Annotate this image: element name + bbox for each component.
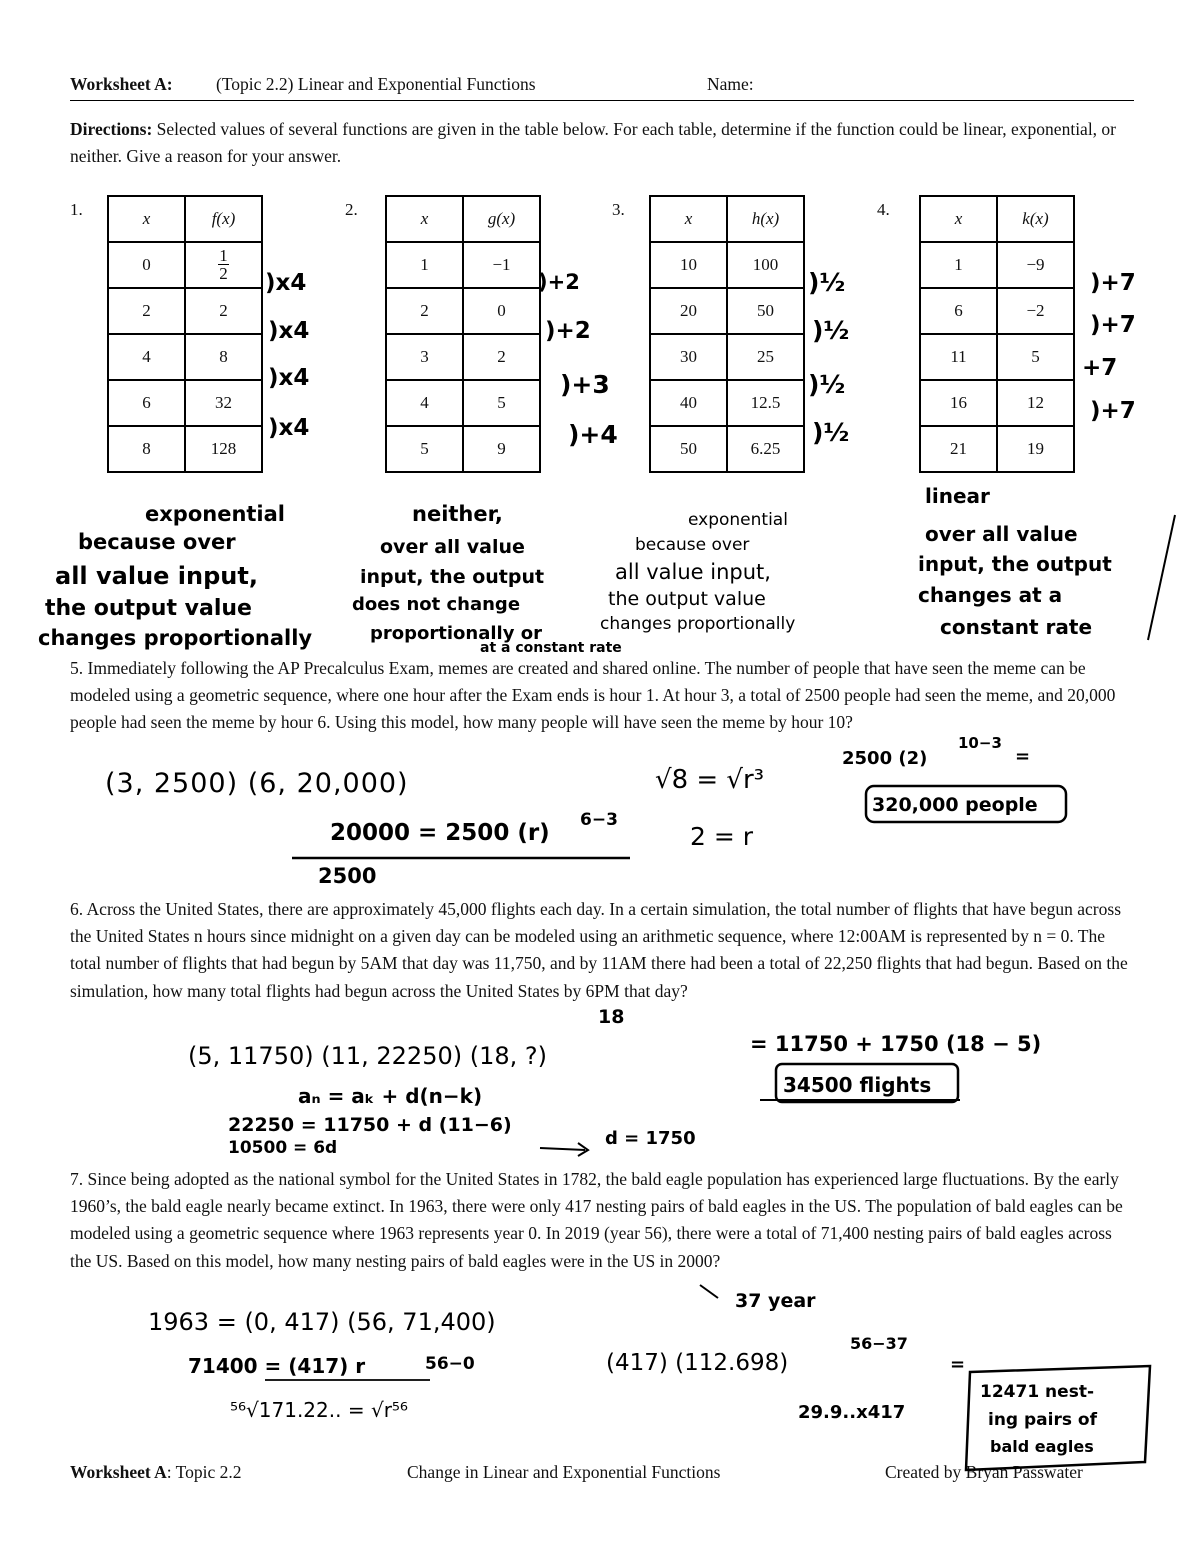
note-t4-3: )+7: [1090, 398, 1136, 424]
worksheet-header: [70, 74, 1134, 101]
directions: [70, 116, 1140, 170]
note-t3-2: )½: [808, 370, 846, 399]
p5-denominator: 2500: [318, 864, 377, 888]
p7-year-37: 37 year: [735, 1290, 816, 1312]
table-row: 0 $\frac{1}{2}$: [108, 242, 262, 288]
p5-r-value: 2 = r: [690, 822, 754, 851]
question-number-3: 3.: [612, 200, 625, 219]
p5-eqsign: =: [1015, 746, 1031, 767]
p6-substitution-2: 10500 = 6d: [228, 1138, 338, 1158]
answer-t3-2: all value input,: [615, 560, 771, 584]
table-row: 2 0: [386, 288, 540, 334]
function-table-2: [385, 195, 541, 473]
footer-topic: : Topic 2.2: [166, 1462, 242, 1482]
answer-t2-0: neither,: [412, 502, 503, 526]
p7-multiply: 29.9..x417: [798, 1402, 906, 1423]
answer-t3-3: the output value: [608, 588, 766, 610]
p6-points: (5, 11750) (11, 22250) (18, ?): [188, 1042, 547, 1070]
table-row: 10 100: [650, 242, 804, 288]
h-header: h(x): [727, 196, 804, 242]
p6-hour-18: 18: [598, 1006, 625, 1028]
table-row: 50 6.25: [650, 426, 804, 472]
table-row: 8 128: [108, 426, 262, 472]
note-t4-2: +7: [1082, 355, 1118, 381]
answer-t3-1: because over: [635, 535, 750, 555]
table-row: 2 2: [108, 288, 262, 334]
table-row: 1 −9: [920, 242, 1074, 288]
k-header: k(x): [997, 196, 1074, 242]
f-header: f(x): [185, 196, 262, 242]
question-number-2: 2.: [345, 200, 358, 219]
table-row: 4 5: [386, 380, 540, 426]
p5-calc: 2500 (2): [842, 748, 928, 769]
p5-equation: 20000 = 2500 (r): [330, 820, 550, 846]
function-table-3: [649, 195, 805, 473]
p5-calc-exp: 10−3: [958, 734, 1002, 752]
question-number-4: 4.: [877, 200, 890, 219]
function-table-1: [107, 195, 263, 473]
p6-calc: = 11750 + 1750 (18 − 5): [750, 1032, 1042, 1056]
footer-worksheet: Worksheet A: [70, 1462, 167, 1482]
p7-exponent: 56−0: [425, 1354, 475, 1374]
p5-exponent: 6−3: [580, 810, 618, 830]
note-t2-2: )+3: [560, 370, 610, 399]
note-t3-0: )½: [808, 268, 846, 297]
table-row: 30 25: [650, 334, 804, 380]
worksheet-topic: (Topic 2.2) Linear and Exponential Functions: [216, 74, 536, 94]
problem-6: 6. Across the United States, there are approximately 45,000 flights each day. In a certain simulation, the total number of flights that have begun across the United States n hours since midnight on a given day can be modeled using an arithmetic sequence, where 12:00AM is represented by n = 0. The total number of flights that had begun by 5AM that day was 11,750, and by 11AM there had been a total of 22,250 flights that had begun. Based on the simulation, how many total flights had begun across the United States by 6PM that day?: [70, 899, 1128, 1001]
answer-t4-2: input, the output: [918, 552, 1112, 576]
table-row: 6 −2: [920, 288, 1074, 334]
table-row: 20 50: [650, 288, 804, 334]
p7-answer-line-2: ing pairs of: [988, 1410, 1097, 1430]
note-t1-0: )x4: [265, 270, 307, 296]
answer-t2-5: at a constant rate: [480, 640, 622, 656]
footer-credit: Created by Bryan Passwater: [885, 1462, 1083, 1482]
table-row: 3 2: [386, 334, 540, 380]
name-label: Name:: [707, 74, 754, 94]
p7-eqsign: =: [950, 1354, 966, 1375]
table-row: 40 12.5: [650, 380, 804, 426]
g-header: g(x): [463, 196, 540, 242]
p5-root: √8 = √r³: [655, 765, 765, 795]
directions-text: Selected values of several functions are given in the table below. For each table, determine if the function could be linear, exponential, or neither. Give a reason for your answer.: [70, 119, 1117, 166]
p7-root: ⁵⁶√171.22.. = √r⁵⁶: [230, 1398, 408, 1422]
note-t3-3: )½: [812, 418, 850, 447]
answer-t2-3: does not change: [352, 594, 521, 615]
answer-t1-0: exponential: [145, 502, 285, 526]
answer-t3-0: exponential: [688, 510, 788, 530]
note-t2-3: )+4: [568, 420, 618, 449]
answer-t2-4: proportionally or: [370, 623, 542, 644]
answer-t4-4: constant rate: [940, 615, 1093, 639]
p7-calc: (417) (112.698): [606, 1350, 789, 1376]
footer-title: Change in Linear and Exponential Functions: [407, 1462, 721, 1482]
note-t2-0: )+2: [538, 270, 580, 294]
question-number-1: 1.: [70, 200, 83, 219]
p7-calc-exp: 56−37: [850, 1334, 908, 1353]
fraction-one-half: $\frac{1}{2}$: [219, 245, 228, 283]
answer-t1-3: the output value: [45, 596, 252, 621]
p6-d-value: d = 1750: [605, 1128, 696, 1149]
note-t1-1: )x4: [268, 318, 310, 344]
p7-equation: 71400 = (417) r: [188, 1354, 366, 1378]
note-t1-2: )x4: [268, 365, 310, 391]
note-t4-0: )+7: [1090, 270, 1136, 296]
answer-t2-1: over all value: [380, 536, 525, 558]
note-t1-3: )x4: [268, 415, 310, 441]
footer: [70, 1462, 1134, 1484]
function-table-4: [919, 195, 1075, 473]
answer-t1-4: changes proportionally: [38, 626, 313, 650]
x-header: x: [108, 196, 185, 242]
p6-substitution: 22250 = 11750 + d (11−6): [228, 1114, 512, 1136]
table-row: 1 −1: [386, 242, 540, 288]
answer-t1-1: because over: [78, 530, 236, 554]
problem-7: 7. Since being adopted as the national symbol for the United States in 1782, the bald eagle population has experienced large fluctuations. By the early 1960’s, the bald eagle nearly became extinct. In 1963, there were only 417 nesting pairs of bald eagles in the US. The population of bald eagles can be modeled using a geometric sequence where 1963 represents year 0. In 2019 (year 56), there were a total of 71,400 nesting pairs of bald eagles across the US. Based on this model, how many nesting pairs of bald eagles were in the US in 2000?: [70, 1169, 1123, 1271]
note-t4-1: )+7: [1090, 312, 1136, 338]
table-row: 11 5: [920, 334, 1074, 380]
x-header: x: [650, 196, 727, 242]
table-row: 16 12: [920, 380, 1074, 426]
note-t3-1: )½: [812, 316, 850, 345]
table-row: 6 32: [108, 380, 262, 426]
p6-formula: aₙ = aₖ + d(n−k): [298, 1084, 483, 1108]
worksheet-label: Worksheet A:: [70, 74, 173, 94]
p6-answer: 34500 flights: [783, 1073, 932, 1097]
p7-points: 1963 = (0, 417) (56, 71,400): [148, 1308, 496, 1336]
directions-label: Directions:: [70, 119, 153, 139]
note-t2-1: )+2: [545, 318, 591, 344]
table-row: 4 8: [108, 334, 262, 380]
answer-t4-0: linear: [925, 484, 990, 508]
answer-t3-4: changes proportionally: [600, 614, 796, 634]
p5-answer: 320,000 people: [872, 794, 1038, 816]
answer-t2-2: input, the output: [360, 566, 545, 588]
p7-answer-line-3: bald eagles: [990, 1437, 1094, 1456]
table-row: 5 9: [386, 426, 540, 472]
answer-t4-3: changes at a: [918, 583, 1063, 607]
x-header: x: [386, 196, 463, 242]
p7-answer-line-1: 12471 nest-: [980, 1382, 1094, 1402]
problem-5: 5. Immediately following the AP Precalculus Exam, memes are created and shared online. The number of people that have seen the meme can be modeled using a geometric sequence, where one hour after the Exam ends is hour 1. At hour 3, a total of 2500 people had seen the meme, and 20,000 people had seen the meme by hour 6. Using this model, how many people will have seen the meme by hour 10?: [70, 658, 1116, 733]
table-row: 21 19: [920, 426, 1074, 472]
answer-t1-2: all value input,: [55, 562, 258, 590]
x-header: x: [920, 196, 997, 242]
answer-t4-1: over all value: [925, 522, 1078, 546]
p5-points: (3, 2500) (6, 20,000): [105, 768, 409, 799]
